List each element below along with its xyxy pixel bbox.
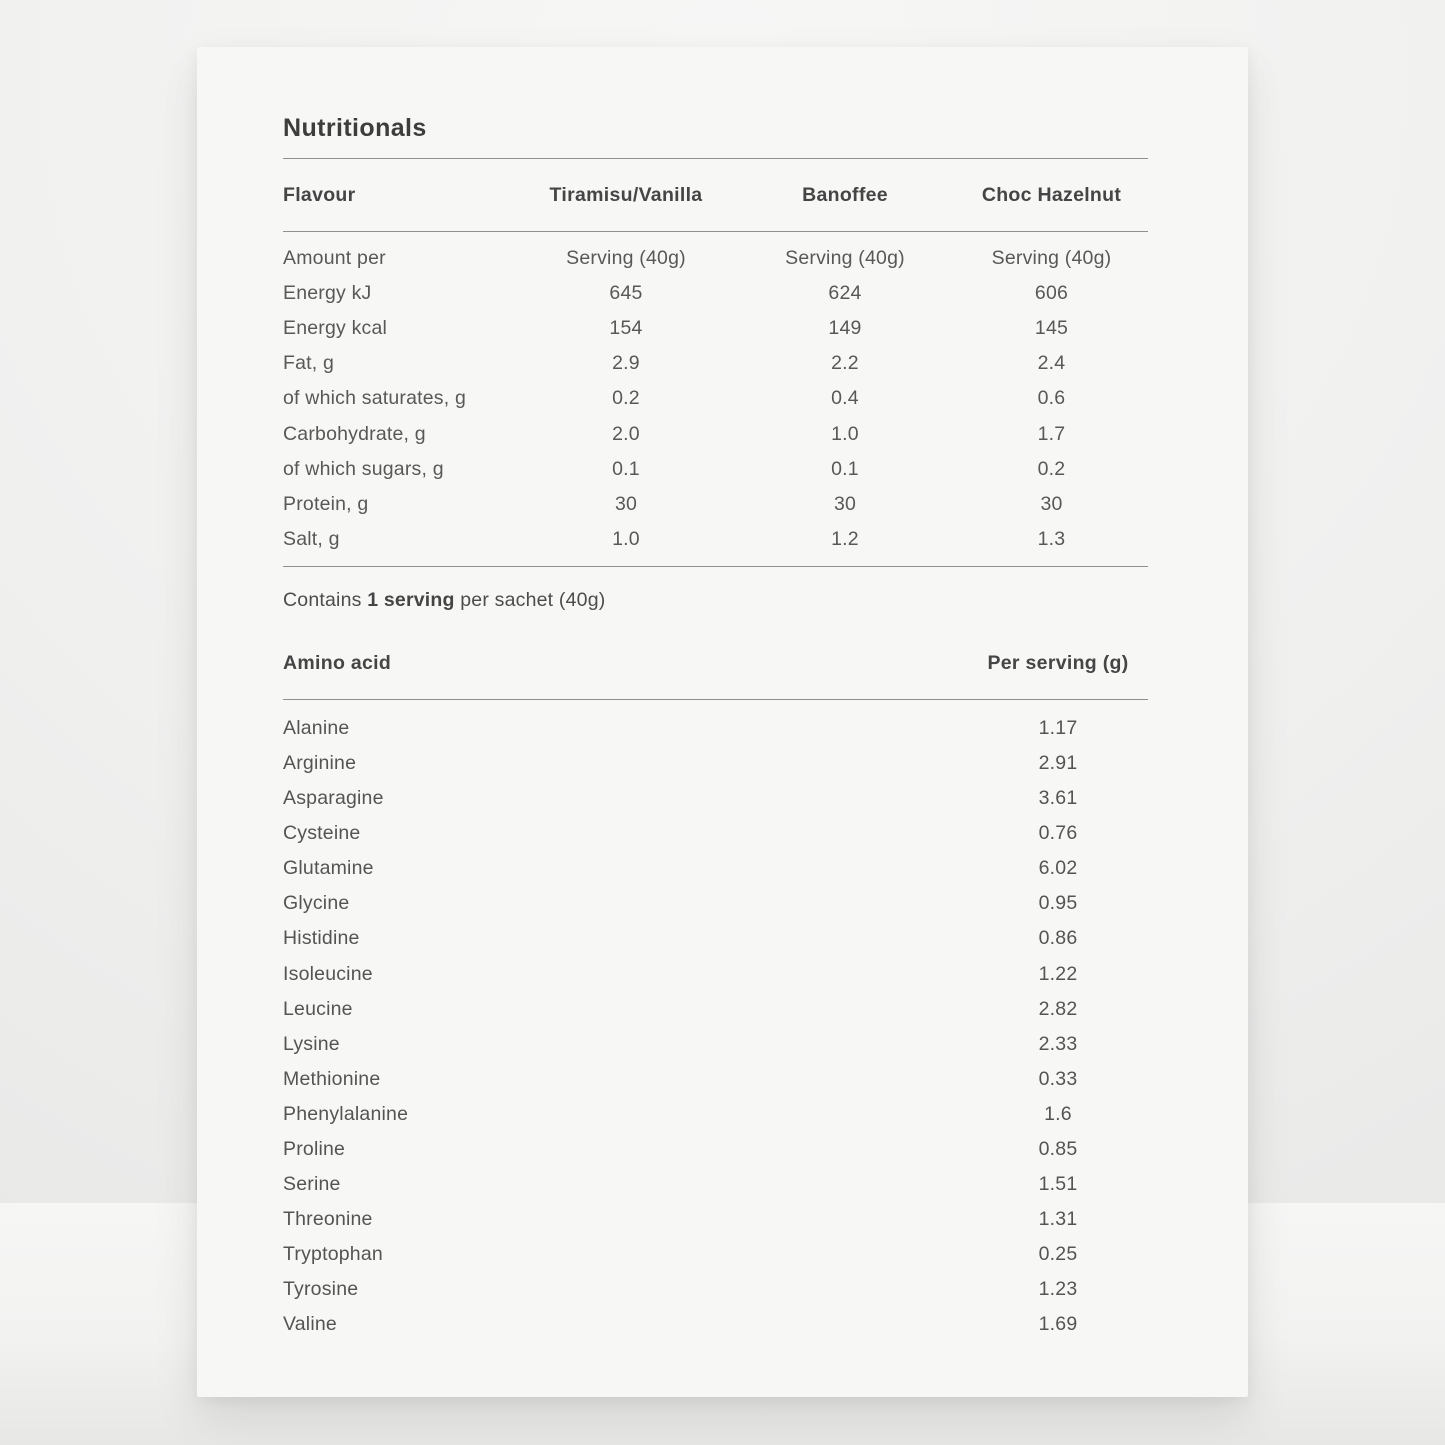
nutrition-row-value: 0.1	[831, 457, 859, 480]
amino-table-header	[283, 652, 1148, 675]
nutrition-col-header-choc-hazelnut: Choc Hazelnut	[981, 183, 1122, 206]
amino-table-row	[283, 1237, 1148, 1272]
amino-row-label: Methionine	[283, 1067, 381, 1090]
amino-row-label: Alanine	[283, 716, 350, 739]
amino-table-row	[283, 957, 1148, 992]
nutritionals-card	[197, 47, 1248, 1397]
nutrition-table-row	[283, 381, 1148, 416]
serving-note-prefix: Contains	[283, 588, 368, 611]
amino-row-value: 0.95	[1038, 892, 1078, 915]
nutrition-row-value: 0.4	[831, 387, 859, 410]
nutrition-row-value: 145	[1034, 317, 1069, 340]
nutrition-row-value: 30	[833, 492, 857, 515]
amino-row-value: 0.86	[1038, 927, 1078, 950]
amino-row-value: 1.17	[1038, 716, 1078, 739]
amino-table-row	[283, 1062, 1148, 1097]
nutrition-row-label: of which sugars, g	[283, 457, 444, 480]
nutrition-table-row	[283, 487, 1148, 522]
nutrition-table-header	[283, 159, 1148, 231]
amino-col-header-per-serving: Per serving (g)	[987, 651, 1129, 674]
amino-row-value: 2.33	[1038, 1032, 1078, 1055]
amino-table-row	[283, 1167, 1148, 1202]
amino-table-row	[283, 886, 1148, 921]
amino-row-value: 2.82	[1038, 997, 1078, 1020]
amino-table-row	[283, 992, 1148, 1027]
amino-row-label: Tyrosine	[283, 1278, 359, 1301]
amino-table-row	[283, 1097, 1148, 1132]
amino-row-value: 2.91	[1038, 751, 1078, 774]
nutrition-table-row	[283, 416, 1148, 451]
amino-row-label: Asparagine	[283, 787, 384, 810]
nutrition-row-value: 624	[828, 282, 862, 305]
amino-row-label: Arginine	[283, 751, 357, 774]
amino-row-label: Lysine	[283, 1032, 340, 1055]
nutrition-row-value: 154	[609, 317, 643, 340]
nutrition-row-value: 1.0	[612, 527, 640, 550]
nutrition-row-label: Carbohydrate, g	[283, 422, 426, 445]
amino-row-label: Tryptophan	[283, 1243, 383, 1266]
amino-row-value: 1.22	[1038, 962, 1078, 985]
nutrition-row-value: 2.2	[831, 352, 859, 375]
nutrition-row-value: 0.2	[612, 387, 640, 410]
amino-row-value: 0.76	[1038, 822, 1078, 845]
amino-table-row	[283, 816, 1148, 851]
nutrition-row-value: Serving (40g)	[566, 247, 686, 270]
amino-row-value: 1.23	[1038, 1278, 1078, 1301]
amino-row-value: 0.25	[1038, 1243, 1078, 1266]
nutrition-row-label: Amount per	[283, 247, 386, 270]
amino-row-label: Cysteine	[283, 822, 361, 845]
amino-table-row	[283, 1132, 1148, 1167]
nutrition-row-value: Serving (40g)	[991, 247, 1112, 270]
amino-row-label: Glycine	[283, 892, 350, 915]
amino-table-row	[283, 711, 1148, 746]
nutrition-col-header-flavour: Flavour	[283, 183, 356, 206]
nutrition-row-value: 0.2	[1037, 457, 1066, 480]
amino-row-label: Threonine	[283, 1208, 373, 1231]
nutrition-col-header-tiramisu-vanilla: Tiramisu/Vanilla	[549, 183, 703, 206]
nutrition-row-value: 149	[828, 317, 862, 340]
amino-row-label: Phenylalanine	[283, 1102, 409, 1125]
nutrition-table-row	[283, 241, 1148, 276]
nutrition-row-value: 2.4	[1037, 352, 1066, 375]
amino-row-label: Glutamine	[283, 857, 374, 880]
amino-table-row	[283, 1202, 1148, 1237]
nutrition-row-value: 645	[609, 282, 643, 305]
amino-row-value: 3.61	[1038, 787, 1078, 810]
nutrition-table-row	[283, 346, 1148, 381]
nutrition-row-value: 2.9	[612, 352, 640, 375]
amino-table-row	[283, 1272, 1148, 1307]
amino-table-row	[283, 1027, 1148, 1062]
amino-row-value: 1.51	[1038, 1173, 1078, 1196]
nutrition-table-row	[283, 311, 1148, 346]
amino-row-value: 1.69	[1038, 1313, 1078, 1336]
amino-row-value: 0.85	[1038, 1138, 1078, 1161]
amino-table-row	[283, 746, 1148, 781]
amino-table-row	[283, 921, 1148, 956]
nutrition-row-label: Salt, g	[283, 527, 340, 550]
nutrition-row-label: Protein, g	[283, 492, 369, 515]
amino-row-value: 1.6	[1044, 1102, 1072, 1125]
nutrition-table-row	[283, 522, 1148, 557]
nutrition-row-value: 0.1	[612, 457, 640, 480]
nutrition-row-label: Energy kJ	[283, 282, 372, 305]
serving-note	[283, 589, 1148, 612]
amino-col-header-name: Amino acid	[283, 651, 392, 674]
nutrition-row-value: 2.0	[612, 422, 640, 445]
nutrition-row-value: 1.2	[831, 527, 859, 550]
amino-table-row	[283, 1307, 1148, 1342]
amino-row-label: Leucine	[283, 997, 353, 1020]
page-title: Nutritionals	[283, 114, 427, 142]
nutrition-row-value: 30	[614, 492, 638, 515]
serving-note-bold: 1 serving	[367, 588, 455, 611]
nutrition-row-label: Energy kcal	[283, 317, 388, 340]
amino-table-body	[283, 700, 1148, 1343]
serving-note-suffix: per sachet (40g)	[454, 588, 606, 611]
nutrition-row-label: of which saturates, g	[283, 387, 467, 410]
nutrition-row-value: 606	[1034, 282, 1069, 305]
nutrition-table-body	[283, 232, 1148, 566]
amino-table-row	[283, 851, 1148, 886]
amino-row-label: Proline	[283, 1138, 346, 1161]
amino-row-label: Histidine	[283, 927, 360, 950]
amino-row-label: Isoleucine	[283, 962, 373, 985]
amino-row-value: 6.02	[1038, 857, 1078, 880]
card-content	[197, 47, 1248, 1343]
nutrition-row-value: 0.6	[1037, 387, 1066, 410]
amino-table-row	[283, 781, 1148, 816]
nutrition-row-value: 30	[1040, 492, 1063, 515]
nutrition-row-value: Serving (40g)	[785, 247, 905, 270]
amino-row-value: 0.33	[1038, 1067, 1078, 1090]
nutrition-table-bottom-divider	[283, 566, 1148, 567]
nutrition-row-value: 1.7	[1037, 422, 1066, 445]
nutrition-table-row	[283, 276, 1148, 311]
nutrition-table-row	[283, 452, 1148, 487]
amino-row-label: Valine	[283, 1313, 337, 1336]
nutrition-row-label: Fat, g	[283, 352, 335, 375]
amino-row-label: Serine	[283, 1173, 341, 1196]
nutrition-row-value: 1.0	[831, 422, 859, 445]
nutrition-row-value: 1.3	[1037, 527, 1066, 550]
amino-row-value: 1.31	[1038, 1208, 1078, 1231]
nutrition-col-header-banoffee: Banoffee	[802, 183, 888, 206]
